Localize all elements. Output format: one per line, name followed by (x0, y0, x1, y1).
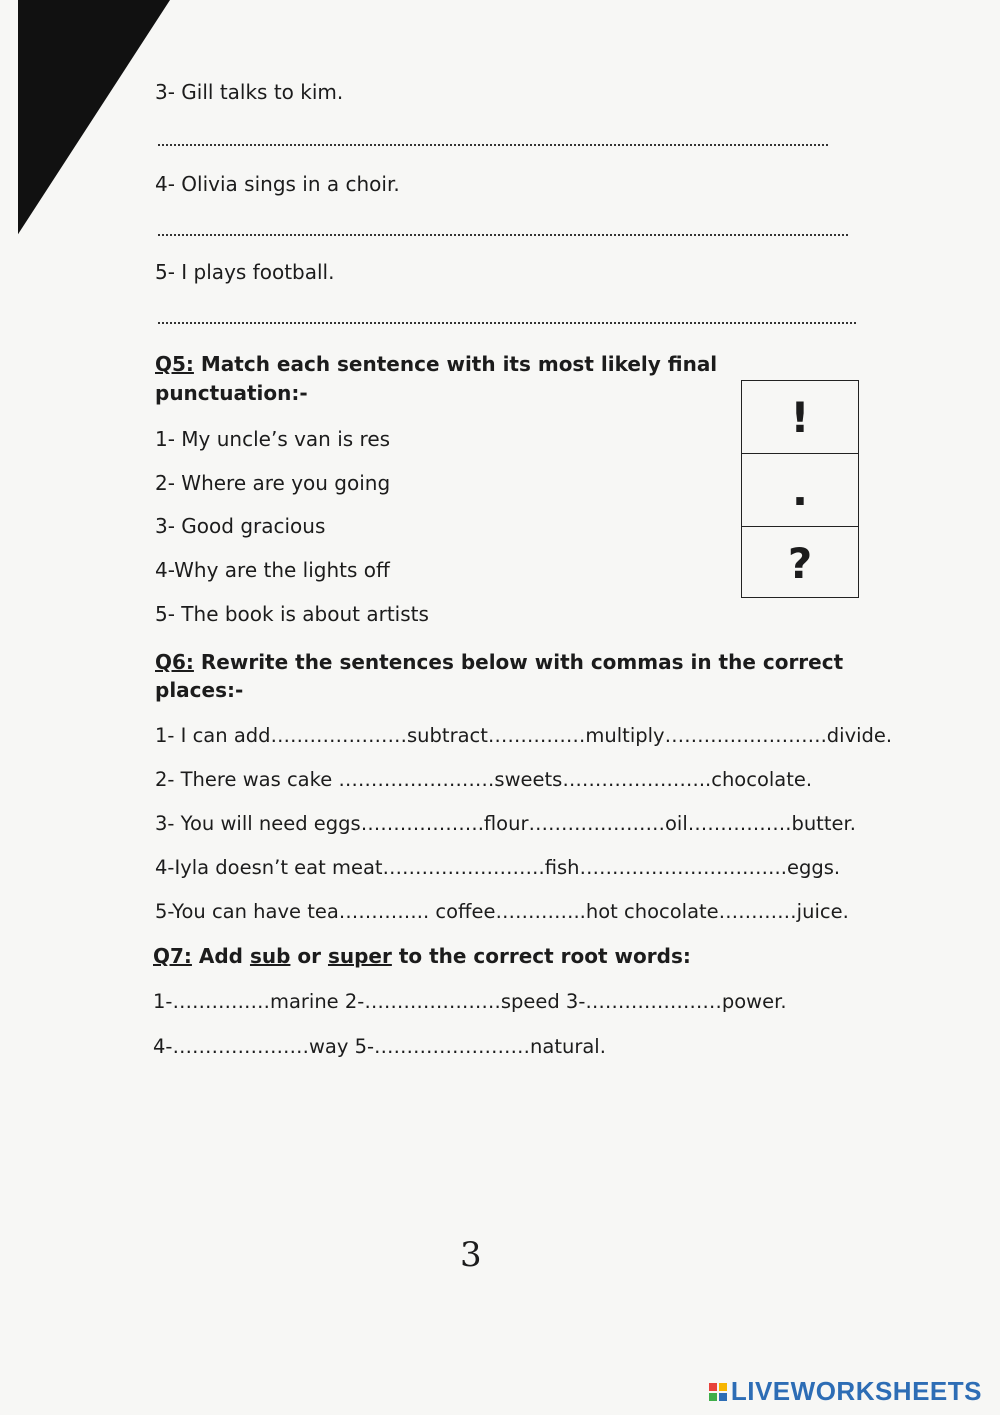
q5-heading (155, 352, 717, 376)
q6-label: Q6: (155, 650, 194, 674)
q6-item-2[interactable]: 2- There was cake ……………………sweets…………………..chocolate. (155, 768, 813, 791)
q5-item-3: 3- Good gracious (155, 514, 326, 538)
answer-line-5[interactable] (158, 318, 856, 324)
q4-item-4: 4- Olivia sings in a choir. (155, 172, 400, 196)
q6-item-1[interactable]: 1- I can add…………………subtract……………multiply…………………….divide. (155, 724, 893, 747)
q5-item-2: 2- Where are you going (155, 471, 391, 495)
scan-edge (0, 0, 18, 262)
brand-name: LIVEWORKSHEETS (730, 1376, 982, 1406)
q7-label: Q7: (153, 944, 192, 968)
q6-title-line1: Rewrite the sentences below with commas in the correct (193, 650, 844, 674)
q5-item-4: 4-Why are the lights off (155, 558, 390, 582)
exclamation-mark-option[interactable]: ! (742, 381, 858, 454)
q5-item-5: 5- The book is about artists (155, 602, 429, 626)
word-super: super (327, 944, 392, 968)
q6-item-3[interactable]: 3- You will need eggs……………….flour…………………oil…………….butter. (155, 812, 856, 835)
q5-item-1: 1- My uncle’s van is res (155, 427, 391, 451)
q7-line-2[interactable]: 4-…………………way 5-……………………natural. (153, 1035, 606, 1058)
q6-title-line2: places:- (155, 678, 244, 702)
q7-line-1[interactable]: 1-……………marine 2-…………………speed 3-…………………power. (153, 990, 787, 1013)
q5-label: Q5: (155, 352, 194, 376)
punctuation-box (741, 380, 859, 598)
q6-item-5[interactable]: 5-You can have tea………….. coffee…………..hot chocolate…………juice. (155, 900, 849, 923)
liveworksheets-logo-icon (709, 1383, 727, 1401)
q5-title-line1: Match each sentence with its most likely final (193, 352, 718, 376)
answer-line-3[interactable] (158, 140, 828, 146)
q7-heading: Q7: Add sub or super to the correct root words: (153, 944, 691, 968)
question-mark-option[interactable]: ? (787, 538, 813, 588)
scan-corner-shadow (0, 0, 170, 262)
q4-item-5: 5- I plays football. (155, 260, 335, 284)
page-number: 3 (460, 1235, 482, 1275)
q4-item-3: 3- Gill talks to kim. (155, 80, 344, 104)
word-sub: sub (249, 944, 291, 968)
full-stop-option[interactable]: . (742, 454, 858, 527)
q5-title-line2: punctuation:- (155, 381, 308, 405)
q6-item-4[interactable]: 4-Iyla doesn’t eat meat…………………….fish…………………………..eggs. (155, 856, 841, 879)
liveworksheets-footer (709, 1376, 982, 1407)
answer-line-4[interactable] (158, 230, 848, 236)
q6-heading (155, 650, 843, 674)
